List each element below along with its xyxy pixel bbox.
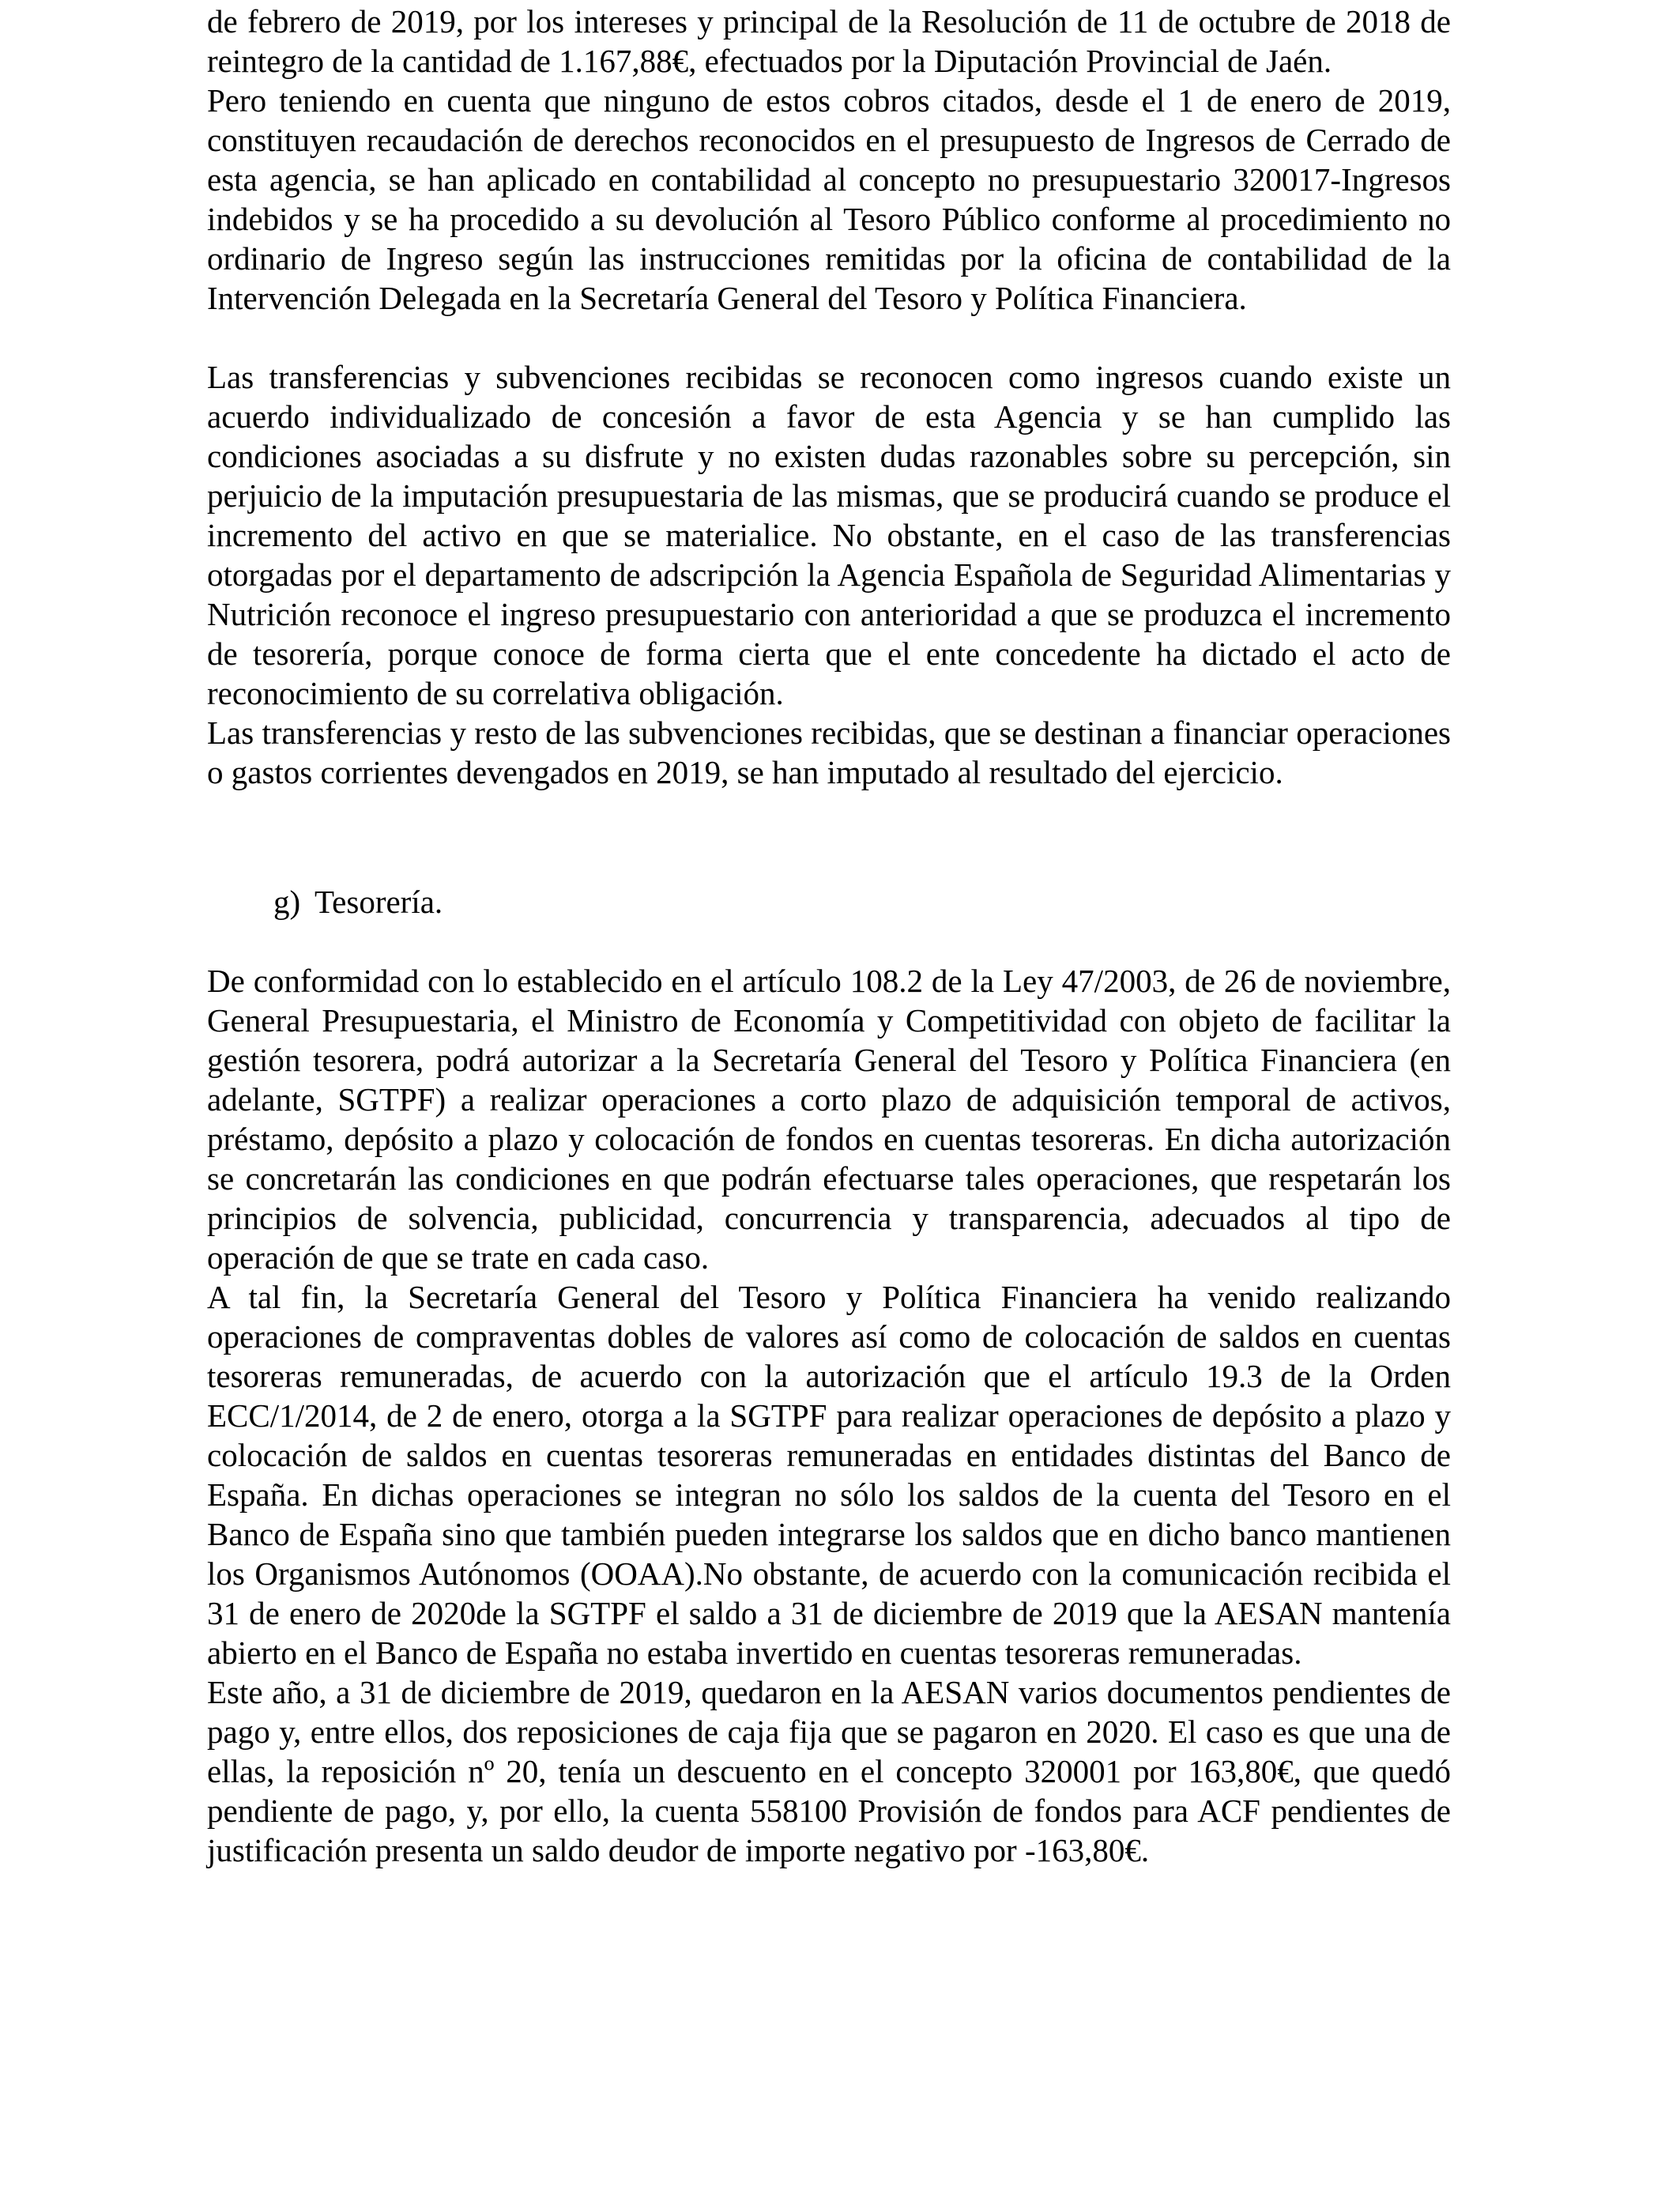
paragraph-a-tal-fin: A tal fin, la Secretaría General del Tesoro y Política Financiera ha venido realizando operaciones de compraventas dobles de valores así como de colocación de saldos en cuentas tesoreras remuneradas, de acuerdo con la autorización que el artículo 19.3 de la Orden ECC/1/2014, de 2 de enero, otorga a la SGTPF para realizar operaciones de depósito a plazo y colocación de saldos en cuentas tesoreras remuneradas en entidades distintas del Banco de España. En dichas operaciones se integran no sólo los saldos de la cuenta del Tesoro en el Banco de España sino que también pueden integrarse los saldos que en dicho banco mantienen los Organismos Autónomos (OOAA).No obstante, de acuerdo con la comunicación recibida el 31 de enero de 2020de la SGTPF el saldo a 31 de diciembre de 2019 que la AESAN mantenía abierto en el Banco de España no estaba invertido en cuentas tesoreras remuneradas. xyxy=(207,1279,1451,1671)
paragraph-este-ano: Este año, a 31 de diciembre de 2019, quedaron en la AESAN varios documentos pendientes de pago y, entre ellos, dos reposiciones de caja fija que se pagaron en 2020. El caso es que una de ellas, la reposición nº 20, tenía un descuento en el concepto 320001 por 163,80€, que quedó pendiente de pago, y, por ello, la cuenta 558100 Provisión de fondos para ACF pendientes de justificación presenta un saldo deudor de importe negativo por -163,80€. xyxy=(207,1674,1451,1868)
section-marker: g) xyxy=(273,884,301,920)
document-page xyxy=(207,0,1451,1870)
section-heading-tesoreria xyxy=(207,882,1451,922)
paragraph-transferencias-resto: Las transferencias y resto de las subvenciones recibidas, que se destinan a financiar operaciones o gastos corrientes devengados en 2019, se han imputado al resultado del ejercicio. xyxy=(207,714,1451,790)
section-title: Tesorería. xyxy=(315,884,443,920)
paragraph-conformidad: De conformidad con lo establecido en el artículo 108.2 de la Ley 47/2003, de 26 de noviembre, General Presupuestaria, el Ministro de Economía y Competitividad con objeto de facilitar la gestión tesorera, podrá autorizar a la Secretaría General del Tesoro y Política Financiera (en adelante, SGTPF) a realizar operaciones a corto plazo de adquisición temporal de activos, préstamo, depósito a plazo y colocación de fondos en cuentas tesoreras. En dicha autorización se concretarán las condiciones en que podrán efectuarse tales operaciones, que respetarán los principios de solvencia, publicidad, concurrencia y transparencia, adecuados al tipo de operación de que se trate en cada caso. xyxy=(207,963,1451,1276)
paragraph-reintegro: de febrero de 2019, por los intereses y principal de la Resolución de 11 de octubre de 2018 de reintegro de la cantidad de 1.167,88€, efectuados por la Diputación Provincial de Jaén. xyxy=(207,3,1451,79)
paragraph-transferencias: Las transferencias y subvenciones recibidas se reconocen como ingresos cuando existe un acuerdo individualizado de concesión a favor de esta Agencia y se han cumplido las condiciones asociadas a su disfrute y no existen dudas razonables sobre su percepción, sin perjuicio de la imputación presupuestaria de las mismas, que se producirá cuando se produce el incremento del activo en que se materialice. No obstante, en el caso de las transferencias otorgadas por el departamento de adscripción la Agencia Española de Seguridad Alimentarias y Nutrición reconoce el ingreso presupuestario con anterioridad a que se produzca el incremento de tesorería, porque conoce de forma cierta que el ente concedente ha dictado el acto de reconocimiento de su correlativa obligación. xyxy=(207,359,1451,711)
paragraph-cobros: Pero teniendo en cuenta que ninguno de estos cobros citados, desde el 1 de enero de 2019, constituyen recaudación de derechos reconocidos en el presupuesto de Ingresos de Cerrado de esta agencia, se han aplicado en contabilidad al concepto no presupuestario 320017-Ingresos indebidos y se ha procedido a su devolución al Tesoro Público conforme al procedimiento no ordinario de Ingreso según las instrucciones remitidas por la oficina de contabilidad de la Intervención Delegada en la Secretaría General del Tesoro y Política Financiera. xyxy=(207,82,1451,316)
